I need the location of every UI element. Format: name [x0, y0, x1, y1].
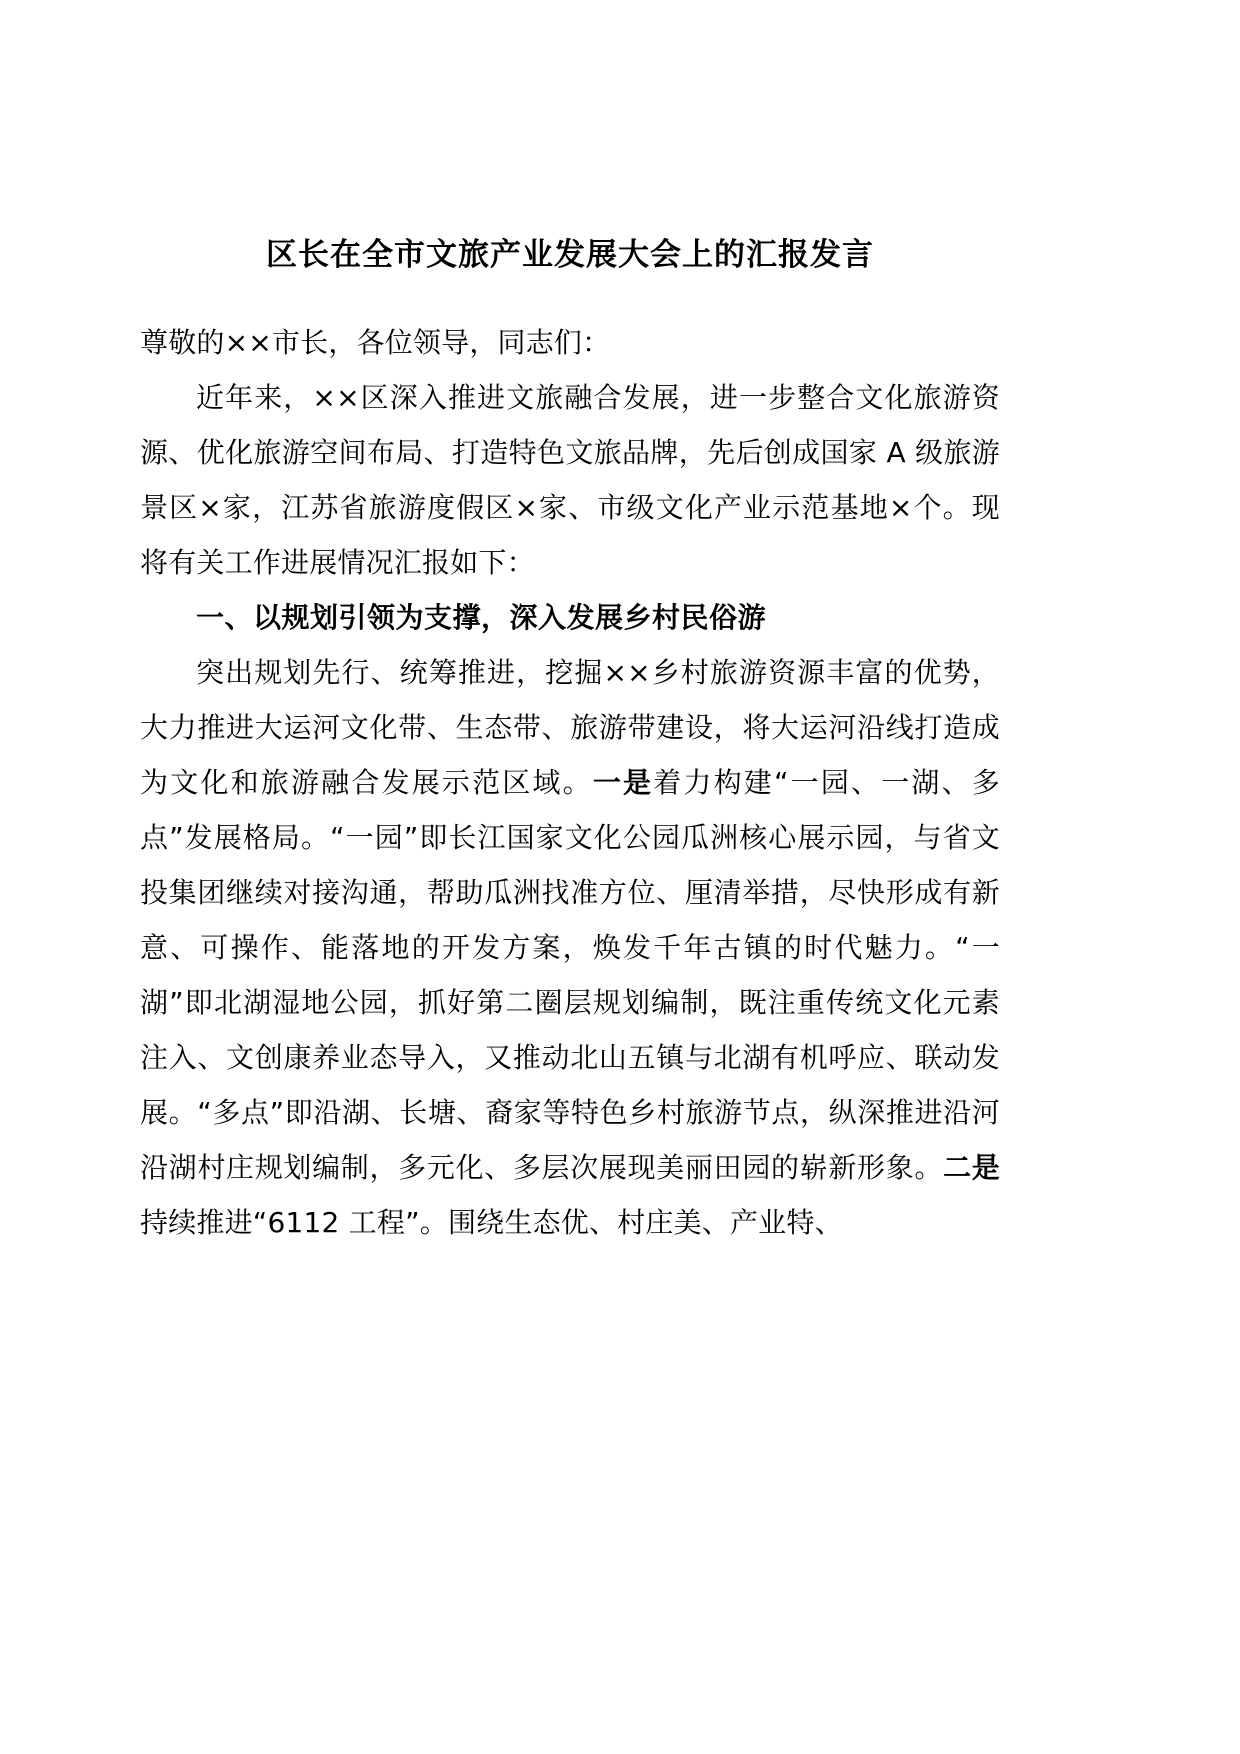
- page-title: 区长在全市文旅产业发展大会上的汇报发言: [266, 237, 874, 273]
- section-one-text-after-marker-one: 着力构建“一园、一湖、多点”发展格局。“一园”即长江国家文化公园瓜洲核心展示园，与省文投集团继续对接沟通，帮助瓜洲找准方位、厘清举措，尽快形成有新意、可操作、能落地的开发方案，焕发千年古镇的时代魅力。“一湖”即北湖湿地公园，抓好第二圈层规划编制，既注重传统文化元素注入、文创康养业态导入，又推动北山五镇与北湖有机呼应、联动发展。“多点”即沿湖、长塘、裔家等特色乡村旅游节点，纵深推进沿河沿湖村庄规划编制，多元化、多层次展现美丽田园的崭新形象。: [140, 765, 1000, 1184]
- inline-marker-one: 一是: [592, 765, 654, 799]
- section-one-body-paragraph: [140, 645, 1000, 1250]
- document-body: [140, 232, 1000, 1250]
- intro-paragraph: 近年来，××区深入推进文旅融合发展，进一步整合文化旅游资源、优化旅游空间布局、打造特色文旅品牌，先后创成国家 A 级旅游景区×家，江苏省旅游度假区×家、市级文化产业示范基地×个。现将有关工作进展情况汇报如下：: [140, 380, 1000, 579]
- section-one-text-after-marker-two: 持续推进“6112 工程”。围绕生态优、村庄美、产业特、: [140, 1205, 843, 1239]
- salutation-paragraph: 尊敬的××市长，各位领导，同志们：: [140, 325, 611, 359]
- section-one-lead-text: 突出规划先行、统筹推进，挖掘××乡村旅游资源丰富的优势，大力推进大运河文化带、生态带、旅游带建设，将大运河沿线打造成为文化和旅游融合发展示范区域。: [140, 655, 1000, 799]
- inline-marker-two: 二是: [943, 1150, 1000, 1184]
- section-one-heading: 一、以规划引领为支撑，深入发展乡村民俗游: [196, 600, 767, 634]
